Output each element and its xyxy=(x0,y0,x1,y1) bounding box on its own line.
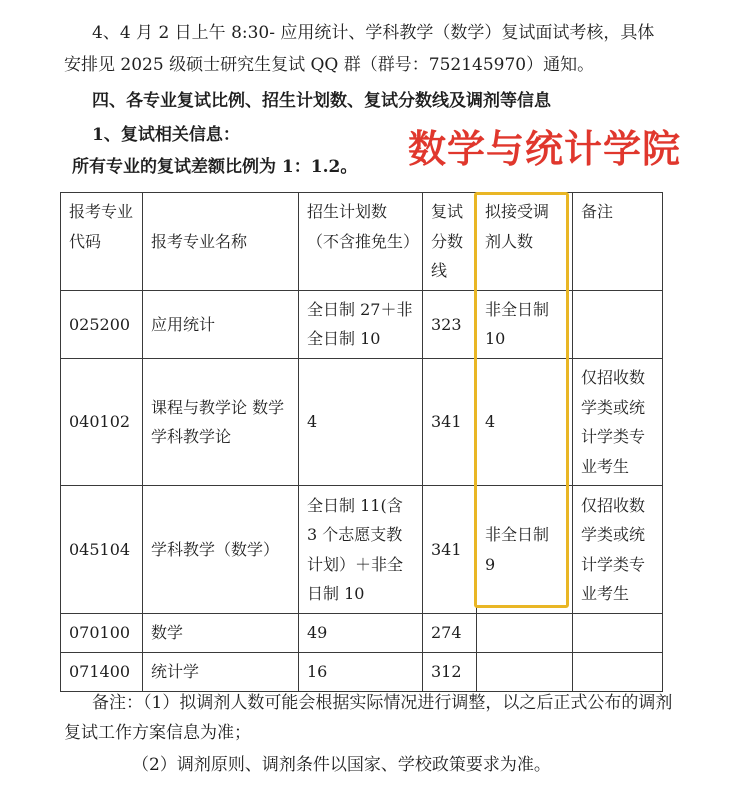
cell-name: 学科教学（数学） xyxy=(143,486,299,614)
header-plan: 招生计划数（不含推免生） xyxy=(299,193,423,291)
cell-score: 312 xyxy=(423,652,477,691)
cell-note: 仅招收数学类或统计学类专业考生 xyxy=(573,486,663,614)
notes-line-2: 复试工作方案信息为准； xyxy=(64,723,251,743)
cell-score: 323 xyxy=(423,290,477,358)
cell-code: 070100 xyxy=(61,614,143,653)
cell-adjust: 非全日制 10 xyxy=(477,290,573,358)
cell-note: 仅招收数学类或统计学类专业考生 xyxy=(573,358,663,485)
notes-line-3: （2）调剂原则、调剂条件以国家、学校政策要求为准。 xyxy=(132,755,551,775)
section-heading: 四、各专业复试比例、招生计划数、复试分数线及调剂等信息 xyxy=(92,91,551,111)
cell-note xyxy=(573,652,663,691)
header-name: 报考专业名称 xyxy=(143,193,299,291)
cell-name: 课程与教学论 数学学科教学论 xyxy=(143,358,299,485)
notes-line-1: 备注：（1）拟调剂人数可能会根据实际情况进行调整，以之后正式公布的调剂 xyxy=(92,693,673,713)
table-row xyxy=(61,358,663,485)
cell-score: 341 xyxy=(423,486,477,614)
cell-plan: 全日制 27＋非全日制 10 xyxy=(299,290,423,358)
cell-score: 341 xyxy=(423,358,477,485)
table-row xyxy=(61,614,663,653)
intro-line-1: 4、4 月 2 日上午 8:30- 应用统计、学科教学（数学）复试面试考核，具体 xyxy=(92,23,655,43)
cell-plan: 4 xyxy=(299,358,423,485)
cell-adjust xyxy=(477,614,573,653)
table-row xyxy=(61,652,663,691)
admission-table xyxy=(60,192,663,692)
cell-name: 统计学 xyxy=(143,652,299,691)
table-row xyxy=(61,486,663,614)
table-header-row xyxy=(61,193,663,291)
sub-heading: 1、复试相关信息： xyxy=(92,125,240,145)
cell-plan: 16 xyxy=(299,652,423,691)
cell-name: 数学 xyxy=(143,614,299,653)
header-code: 报考专业代码 xyxy=(61,193,143,291)
cell-adjust: 4 xyxy=(477,358,573,485)
table-row xyxy=(61,290,663,358)
cell-code: 071400 xyxy=(61,652,143,691)
cell-score: 274 xyxy=(423,614,477,653)
header-adjust: 拟接受调剂人数 xyxy=(477,193,573,291)
ratio-text: 所有专业的复试差额比例为 1：1.2。 xyxy=(72,157,358,177)
intro-line-2: 安排见 2025 级硕士研究生复试 QQ 群（群号：752145970）通知。 xyxy=(64,55,595,75)
cell-note xyxy=(573,614,663,653)
cell-plan: 全日制 11(含 3 个志愿支教计划）＋非全日制 10 xyxy=(299,486,423,614)
cell-note xyxy=(573,290,663,358)
header-score: 复试分数线 xyxy=(423,193,477,291)
cell-code: 045104 xyxy=(61,486,143,614)
cell-code: 040102 xyxy=(61,358,143,485)
cell-name: 应用统计 xyxy=(143,290,299,358)
college-stamp: 数学与统计学院 xyxy=(408,127,682,171)
cell-adjust: 非全日制 9 xyxy=(477,486,573,614)
header-note: 备注 xyxy=(573,193,663,291)
cell-adjust xyxy=(477,652,573,691)
cell-code: 025200 xyxy=(61,290,143,358)
cell-plan: 49 xyxy=(299,614,423,653)
